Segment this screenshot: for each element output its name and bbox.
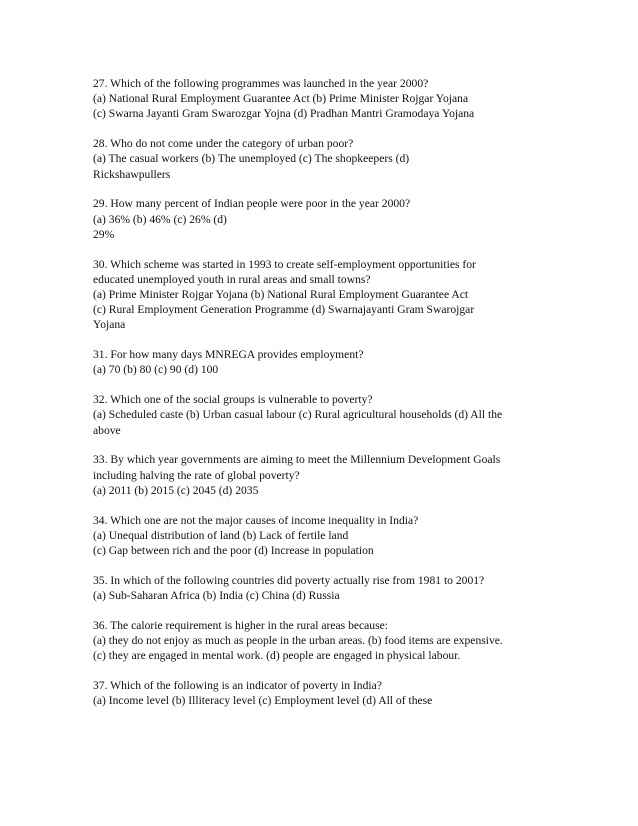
answer-options: (a) Sub-Saharan Africa (b) India (c) China (d) Russia	[93, 589, 340, 603]
question-text: 32. Which one of the social groups is vulnerable to poverty?	[93, 393, 373, 407]
question-text: 36. The calorie requirement is higher in the rural areas because:	[93, 618, 388, 632]
question-text: 37. Which of the following is an indicator of poverty in India?	[93, 679, 382, 693]
question-text: including halving the rate of global poverty?	[93, 468, 300, 482]
question-list	[93, 76, 549, 723]
answer-options: (a) The casual workers (b) The unemployed (c) The shopkeepers (d)	[93, 152, 410, 166]
question-text: educated unemployed youth in rural areas and small towns?	[93, 272, 371, 286]
answer-options: (c) Swarna Jayanti Gram Swarozgar Yojna (d) Pradhan Mantri Gramodaya Yojana	[93, 107, 475, 121]
answer-options: (a) they do not enjoy as much as people in the urban areas. (b) food items are expensive.	[93, 634, 503, 648]
question-28	[93, 136, 549, 182]
answer-options: (c) Gap between rich and the poor (d) Increase in population	[93, 544, 374, 558]
question-text: 33. By which year governments are aiming to meet the Millennium Development Goals	[93, 453, 501, 467]
question-31	[93, 347, 549, 377]
answer-options: (a) Scheduled caste (b) Urban casual labour (c) Rural agricultural households (d) All the	[93, 408, 503, 422]
question-30	[93, 257, 549, 333]
answer-options: above	[93, 423, 121, 437]
answer-options: (a) 70 (b) 80 (c) 90 (d) 100	[93, 363, 219, 377]
answer-options: (c) Rural Employment Generation Programme (d) Swarnajayanti Gram Swarojgar	[93, 303, 475, 317]
question-33	[93, 452, 549, 498]
question-34	[93, 513, 549, 559]
question-text: 30. Which scheme was started in 1993 to create self-employment opportunities for	[93, 257, 476, 271]
question-35	[93, 573, 549, 603]
answer-options: (a) National Rural Employment Guarantee Act (b) Prime Minister Rojgar Yojana	[93, 92, 469, 106]
answer-options: Rickshawpullers	[93, 167, 171, 181]
answer-options: (a) Income level (b) Illiteracy level (c) Employment level (d) All of these	[93, 694, 433, 708]
question-text: 27. Which of the following programmes was launched in the year 2000?	[93, 77, 429, 90]
answer-options: (a) 2011 (b) 2015 (c) 2045 (d) 2035	[93, 483, 259, 497]
answer-options: Yojana	[93, 318, 126, 332]
question-36	[93, 618, 549, 664]
question-text: 34. Which one are not the major causes of income inequality in India?	[93, 513, 419, 527]
answer-options: (c) they are engaged in mental work. (d) people are engaged in physical labour.	[93, 649, 461, 663]
question-29	[93, 196, 549, 242]
question-32	[93, 392, 549, 438]
question-text: 28. Who do not come under the category of urban poor?	[93, 137, 354, 151]
answer-options: 29%	[93, 227, 115, 241]
answer-options: (a) 36% (b) 46% (c) 26% (d)	[93, 212, 227, 226]
question-text: 29. How many percent of Indian people were poor in the year 2000?	[93, 197, 411, 211]
question-27	[93, 76, 549, 122]
question-text: 35. In which of the following countries did poverty actually rise from 1981 to 2001?	[93, 573, 485, 587]
answer-options: (a) Unequal distribution of land (b) Lack of fertile land	[93, 528, 349, 542]
answer-options: (a) Prime Minister Rojgar Yojana (b) National Rural Employment Guarantee Act	[93, 288, 469, 302]
question-37	[93, 678, 549, 708]
question-text: 31. For how many days MNREGA provides employment?	[93, 348, 364, 362]
